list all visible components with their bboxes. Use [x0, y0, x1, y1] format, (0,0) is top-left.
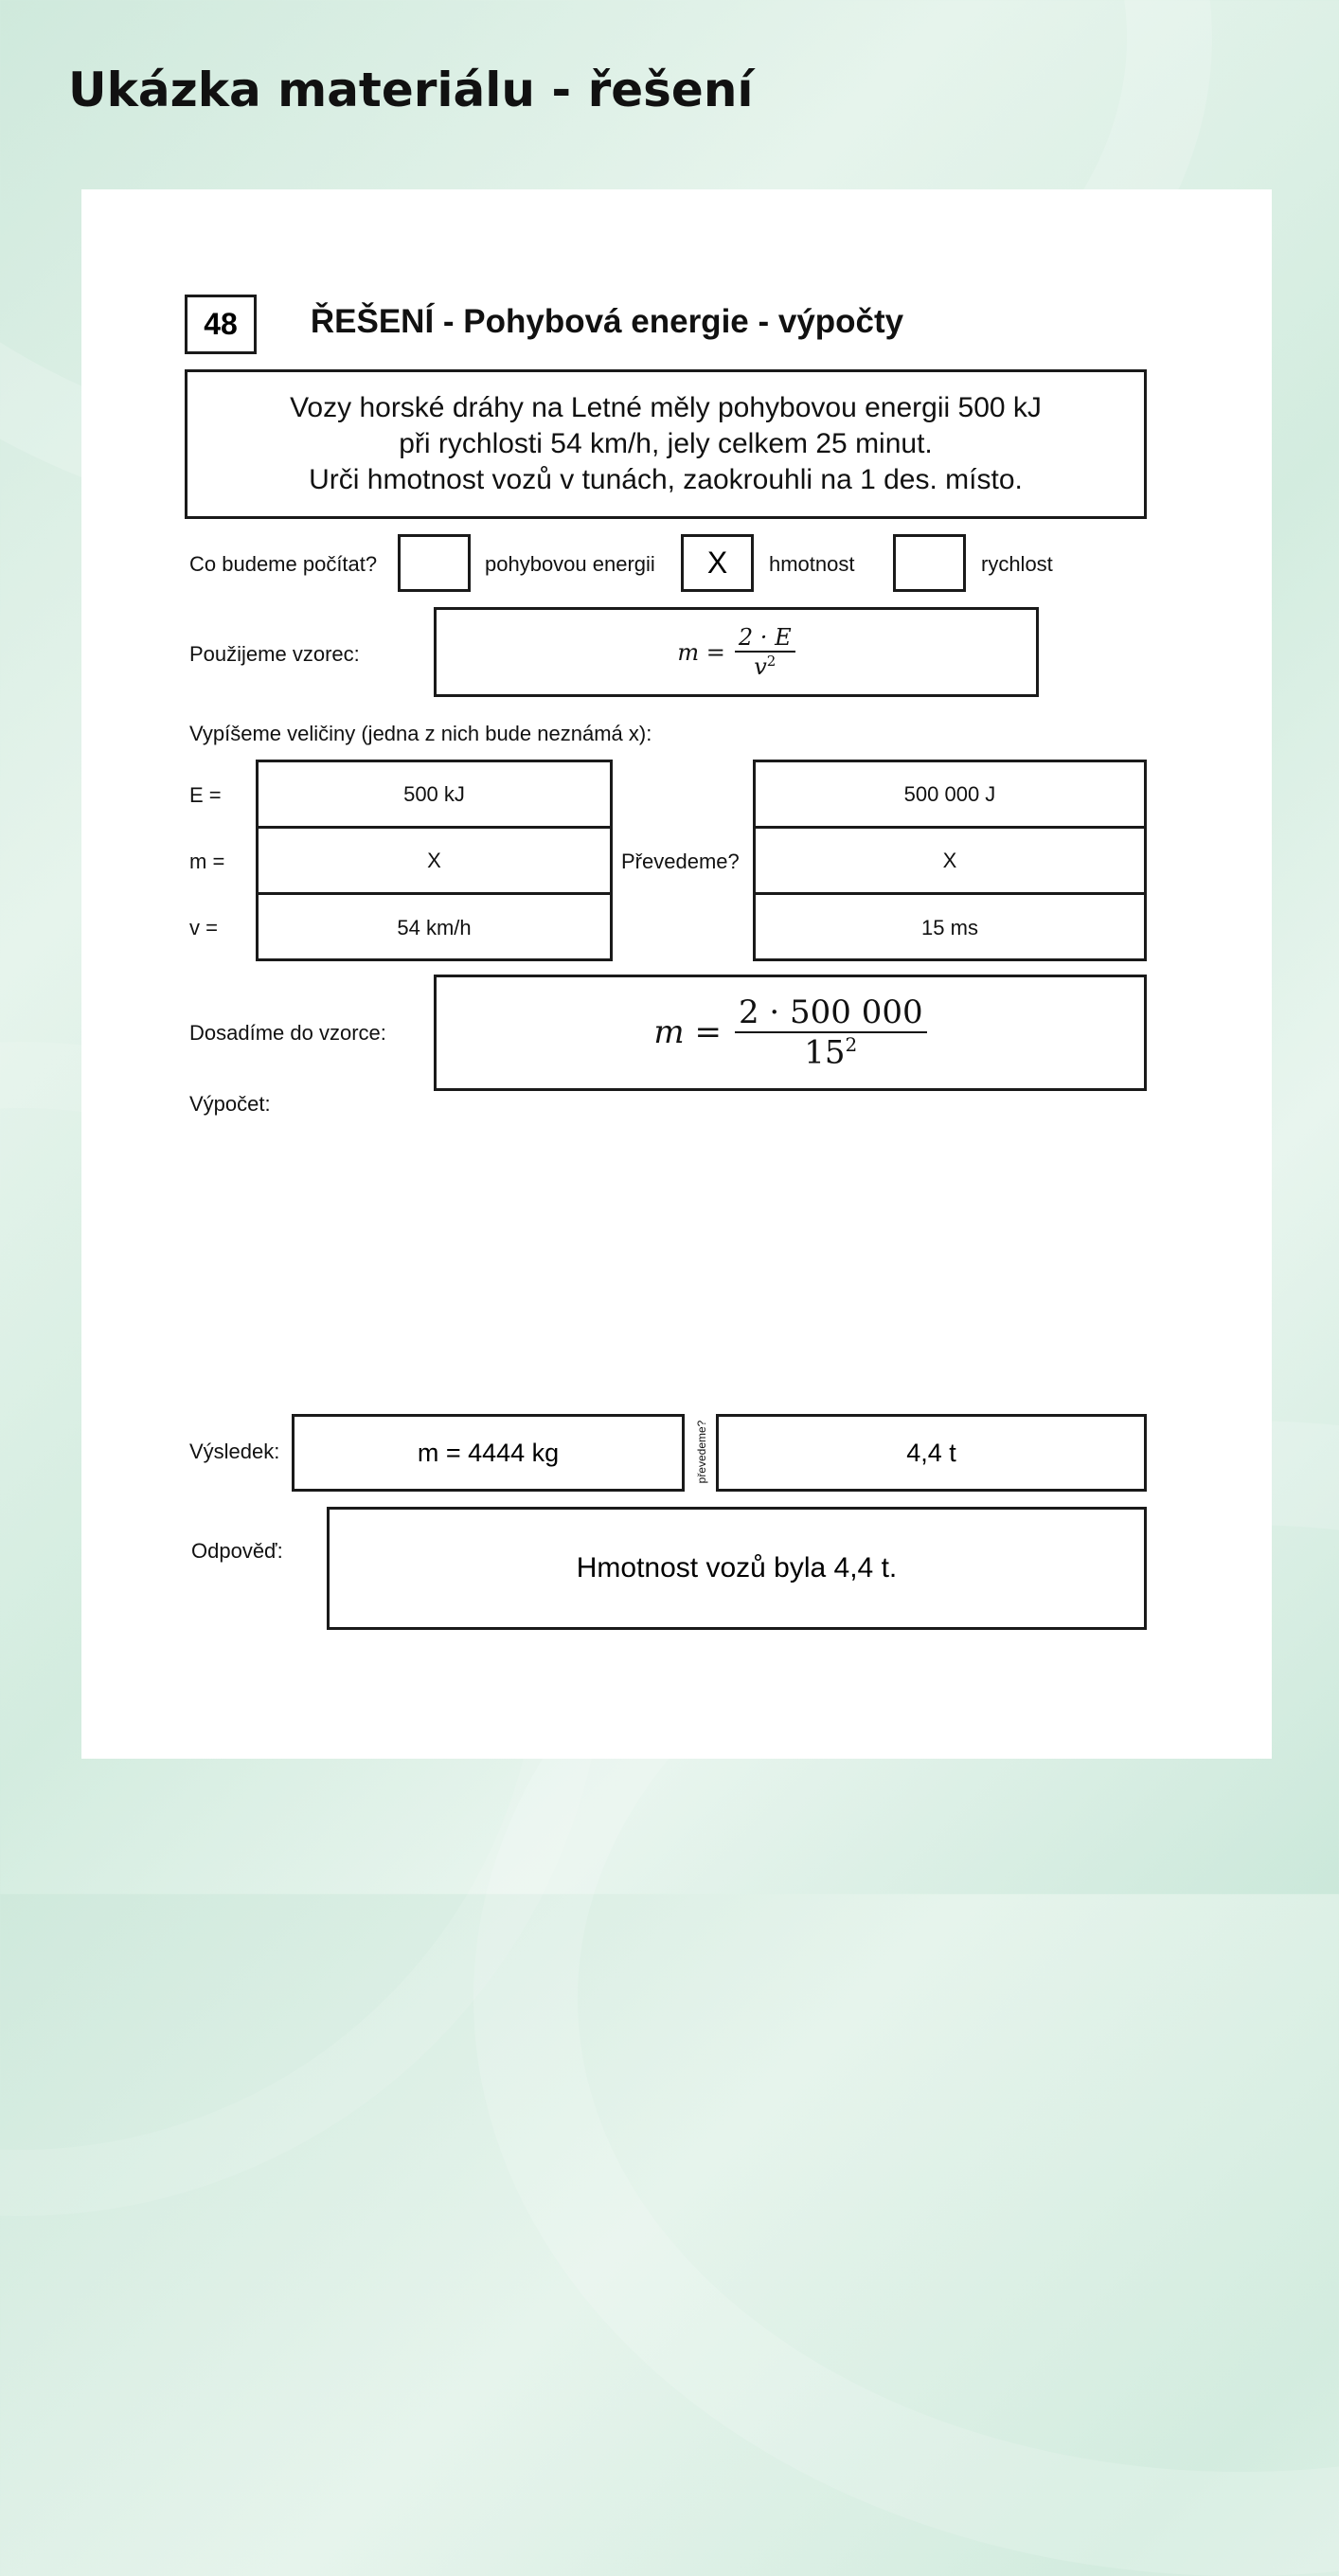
- calculation-label: Výpočet:: [189, 1092, 271, 1116]
- formula-numerator: 2 · E: [738, 624, 792, 651]
- quantity-value-v: 54 km/h: [397, 916, 472, 939]
- result-convert-label: převedeme?: [695, 1420, 708, 1484]
- answer-box: Hmotnost vozů byla 4,4 t.: [327, 1507, 1147, 1630]
- quantity-symbol-m: m =: [189, 850, 225, 873]
- exercise-number: 48: [185, 295, 257, 354]
- checkbox-speed[interactable]: [893, 534, 966, 592]
- converted-value-m: X: [756, 829, 1144, 895]
- result-converted: 4,4 t: [716, 1414, 1147, 1492]
- quantities-table: [256, 760, 613, 961]
- quantities-label: Vypíšeme veličiny (jedna z nich bude neznámá x):: [189, 722, 652, 745]
- formula-denominator: $v^2$: [754, 653, 777, 680]
- task-line: Vozy horské dráhy na Letné měly pohybovou energii 500 kJ: [290, 392, 1042, 423]
- page-title: Ukázka materiálu - řešení: [68, 63, 754, 117]
- substituted-numerator: 2 · 500 000: [738, 993, 923, 1032]
- checkbox-mass[interactable]: X: [681, 534, 754, 592]
- substituted-fraction: [735, 993, 927, 1071]
- worksheet-title: ŘEŠENÍ - Pohybová energie - výpočty: [310, 303, 904, 340]
- quantity-value-m: X: [259, 829, 610, 895]
- task-line: Urči hmotnost vozů v tunách, zaokrouhli na 1 des. místo.: [309, 464, 1023, 495]
- checkbox-kinetic-energy[interactable]: [398, 534, 471, 592]
- formula-lhs: m =: [677, 638, 725, 666]
- option-label-mass: hmotnost: [769, 552, 855, 576]
- result-label: Výsledek:: [189, 1440, 280, 1463]
- formula: [677, 624, 794, 680]
- quantity-symbol-e: E =: [189, 783, 222, 807]
- converted-value-e: 500 000 J: [756, 762, 1144, 829]
- substituted-formula: [653, 993, 926, 1071]
- substituted-lhs: m =: [653, 1013, 722, 1052]
- converted-value-v: 15 ms: [921, 916, 978, 939]
- quantity-value-e: 500 kJ: [259, 762, 610, 829]
- substituted-denominator: $15^2$: [804, 1033, 858, 1072]
- substitute-label: Dosadíme do vzorce:: [189, 1021, 386, 1045]
- task-box: [185, 369, 1147, 519]
- substitution-box: [434, 975, 1147, 1091]
- task-line: při rychlosti 54 km/h, jely celkem 25 minut.: [399, 428, 933, 459]
- formula-fraction: [735, 624, 795, 680]
- formula-box: [434, 607, 1039, 697]
- compute-label: Co budeme počítat?: [189, 552, 378, 576]
- option-label-kinetic-energy: pohybovou energii: [485, 552, 655, 576]
- convert-label: Převedeme?: [621, 850, 740, 873]
- worksheet: [81, 189, 1272, 1759]
- formula-label: Použijeme vzorec:: [189, 642, 360, 666]
- result-value: m = 4444 kg: [292, 1414, 685, 1492]
- option-label-speed: rychlost: [981, 552, 1053, 576]
- answer-label: Odpověď:: [191, 1539, 283, 1563]
- quantity-symbol-v: v =: [189, 916, 218, 939]
- converted-table: [753, 760, 1147, 961]
